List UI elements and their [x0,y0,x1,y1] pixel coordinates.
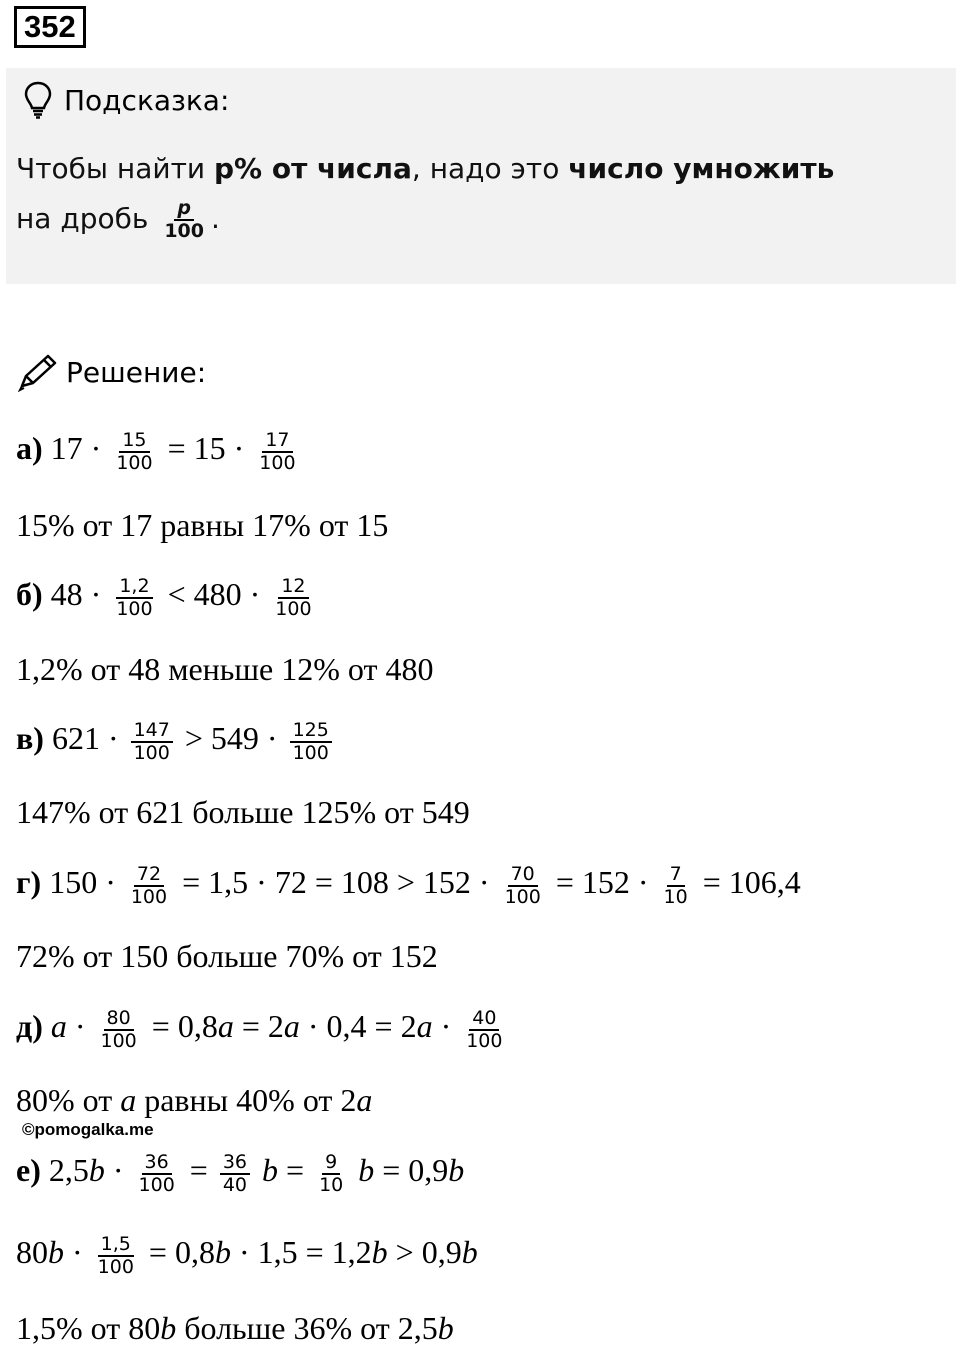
frac-den: 100 [97,1255,134,1278]
hint-fraction [161,198,207,242]
var: a [356,1082,373,1118]
frac-den: 100 [116,597,153,620]
fraction [113,576,155,620]
fraction [128,864,170,908]
text-part: 1,5% от 80 [16,1310,161,1346]
var: b [160,1310,177,1346]
watermark: ©pomogalka.me [22,1120,154,1139]
expr: · [64,1234,83,1270]
frac-den: 100 [466,1029,503,1052]
line-g [16,860,801,908]
expr: = [189,1152,208,1188]
hint-bold-multiply: число умножить [568,152,835,185]
hint-title: Подсказка: [64,83,230,117]
frac-den: 100 [130,885,168,908]
expr: 621 · [51,720,119,756]
var: a [50,1008,67,1044]
frac-num: 80 [104,1008,134,1031]
hint-header [22,80,229,120]
expr: · [104,1152,124,1188]
lightbulb-icon [22,80,54,120]
frac-den: 100 [138,1173,175,1196]
frac-den: 100 [504,885,541,908]
frac-num: 70 [508,864,538,887]
line-v [16,716,336,764]
text-part: равны 40% от 2 [136,1082,357,1118]
frac-num: 9 [322,1152,340,1175]
line-d-text [16,1078,372,1122]
line-d [16,1004,509,1052]
fraction [290,720,332,764]
frac-num: p [174,198,194,221]
fraction [463,1008,505,1052]
frac-num: 15 [119,430,149,453]
hint-text-part: Чтобы найти [16,152,214,185]
expr: · 1,5 = 1,2 [230,1234,372,1270]
expr: = 1,5 · 72 = 108 > 152 · [182,864,490,900]
var: b [371,1234,388,1270]
frac-num: 72 [134,864,164,887]
item-label: г) [16,864,42,900]
var: b [48,1234,64,1270]
task-number: 352 [14,6,86,48]
expr: 2,5 [48,1152,89,1188]
frac-den: 100 [292,741,329,764]
var: b [214,1234,231,1270]
frac-num: 147 [131,720,173,743]
expr: < 480 · [167,576,261,612]
expr: · [432,1008,452,1044]
frac-den: 100 [116,451,153,474]
frac-den: 100 [164,220,204,242]
line-e-text [16,1306,454,1350]
var: b [88,1152,105,1188]
line-b-text: 1,2% от 48 меньше 12% от 480 [16,651,434,687]
frac-num: 40 [469,1008,499,1031]
frac-den: 100 [133,741,170,764]
expr: = 0,8 [148,1234,215,1270]
fraction [113,430,155,474]
frac-num: 1,5 [98,1234,134,1257]
frac-num: 17 [262,430,292,453]
hint-text [16,144,834,244]
var: b [461,1234,478,1270]
expr: 150 · [49,864,116,900]
fraction [95,1234,137,1278]
line-a [16,426,303,474]
expr: = 15 · [167,430,245,466]
var: a [416,1008,433,1044]
fraction [220,1152,250,1196]
item-label: д) [16,1008,43,1044]
frac-den: 10 [319,1173,344,1196]
expr: = 0,8 [151,1008,218,1044]
frac-den: 100 [100,1029,137,1052]
pencil-icon [16,352,60,392]
var: a [120,1082,137,1118]
fraction [272,576,314,620]
fraction [661,864,691,908]
expr: = 106,4 [702,864,801,900]
hint-bold-percent: p% от числа [213,152,412,185]
var: b [437,1310,454,1346]
line-e2 [16,1230,478,1278]
frac-num: 36 [220,1152,250,1175]
fraction [98,1008,140,1052]
expr: 48 · [50,576,102,612]
frac-num: 125 [290,720,332,743]
fraction [136,1152,178,1196]
solution-header [16,352,206,392]
var: b [358,1152,375,1188]
var: a [217,1008,234,1044]
text-part: 80% от [16,1082,121,1118]
expr: = 0,9 [374,1152,449,1188]
frac-num: 7 [667,864,685,887]
frac-den: 100 [259,451,296,474]
expr: = 152 · [555,864,649,900]
expr: · [66,1008,86,1044]
expr: 17 · [50,430,102,466]
text-part: больше 36% от 2,5 [176,1310,438,1346]
frac-num: 12 [278,576,308,599]
hint-text-part: . [210,202,220,235]
var: b [448,1152,465,1188]
line-v-text: 147% от 621 больше 125% от 549 [16,794,470,830]
line-b [16,572,319,620]
frac-num: 1,2 [116,576,152,599]
line-g-text: 72% от 150 больше 70% от 152 [16,938,438,974]
expr: = [278,1152,305,1188]
hint-panel [6,68,956,284]
fraction [316,1152,346,1196]
item-label: е) [16,1152,41,1188]
solution-title: Решение: [66,355,207,389]
line-a-text: 15% от 17 равны 17% от 15 [16,507,389,543]
item-label: а) [16,430,43,466]
frac-den: 40 [222,1173,248,1196]
fraction [131,720,173,764]
expr: > 549 · [184,720,278,756]
frac-den: 100 [275,597,312,620]
expr: 80 [16,1234,48,1270]
frac-den: 10 [663,885,688,908]
fraction [256,430,298,474]
item-label: в) [16,720,44,756]
expr: · 0,4 = 2 [299,1008,417,1044]
item-label: б) [16,576,43,612]
fraction [502,864,544,908]
line-e [16,1148,464,1196]
frac-num: 36 [142,1152,172,1175]
expr: > 0,9 [387,1234,462,1270]
var: a [283,1008,300,1044]
hint-text-part: на дробь [16,202,158,235]
var: b [262,1152,279,1188]
expr: = 2 [233,1008,284,1044]
hint-text-part: , надо это [411,152,569,185]
